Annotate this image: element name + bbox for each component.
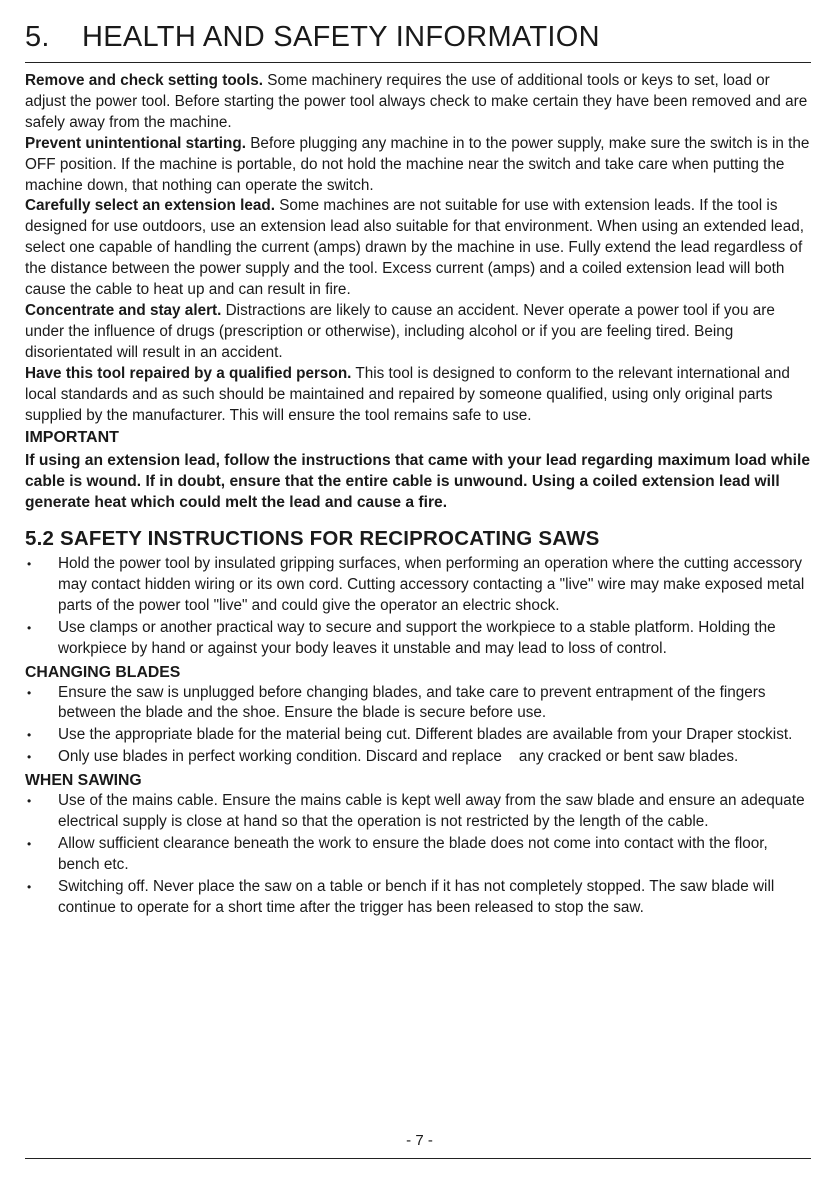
changing-blades-list (25, 683, 811, 769)
bullet-icon: • (27, 879, 32, 894)
paragraph-lead: Have this tool repaired by a qualified person. (25, 364, 352, 382)
list-item (25, 554, 811, 617)
page (25, 18, 811, 920)
paragraph-lead: Concentrate and stay alert. (25, 301, 222, 319)
paragraph-unintentional-starting (25, 134, 811, 197)
bullet-icon: • (27, 557, 32, 572)
bullet-icon: • (27, 685, 32, 700)
list-item-text: Use the appropriate blade for the material being cut. Different blades are available from your Draper stockist. (58, 726, 793, 744)
list-item-text: Hold the power tool by insulated gripping surfaces, when performing an operation where the cutting accessory may contact hidden wiring or its own cord. Cutting accessory contacting a "live" wire may make exposed metal parts of the power tool "live" and could give the operator an electric shock. (58, 555, 805, 614)
list-item-text: Use of the mains cable. Ensure the mains cable is kept well away from the saw blade and ensure an adequate electrical supply is close at hand so that the operation is not restricted by the length of the cable. (58, 792, 805, 831)
important-text: If using an extension lead, follow the instructions that came with your lead regarding maximum load while cable is wound. If in doubt, ensure that the entire cable is unwound. Using a coiled extension lead will generate heat which could melt the lead and cause a fire. (25, 452, 811, 512)
page-number: - 7 - (406, 1132, 433, 1149)
bullet-icon: • (27, 750, 32, 765)
list-item-text: Only use blades in perfect working condition. Discard and replace any cracked or bent saw blades. (58, 748, 739, 766)
list-item (25, 834, 811, 876)
page-title (25, 18, 811, 63)
list-item-text: Switching off. Never place the saw on a table or bench if it has not completely stopped. The saw blade will continue to operate for a short time after the trigger has been released to stop the saw. (58, 877, 775, 916)
paragraph-lead: Carefully select an extension lead. (25, 197, 275, 215)
paragraph-setting-tools (25, 71, 811, 134)
paragraph-lead: Prevent unintentional starting. (25, 134, 246, 152)
section-title: HEALTH AND SAFETY INFORMATION (82, 21, 600, 53)
paragraph-text: Some machines are not suitable for use with extension leads. If the tool is designed for use outdoors, use an extension lead also suitable for that environment. When using an extended lead, select one capable of handling the current (amps) drawn by the machine in use. Fully extend the lead regardless of the distance between the power supply and the tool. Excess current (amps) and a coiled extension lead will both cause the cable to heat up and can result in fire. (25, 197, 804, 299)
list-item (25, 747, 811, 768)
paragraph-repair (25, 364, 811, 427)
list-item (25, 877, 811, 919)
list-item (25, 683, 811, 725)
list-item-text: Allow sufficient clearance beneath the work to ensure the blade does not come into contact with the floor, bench etc. (58, 835, 768, 873)
when-sawing-list (25, 791, 811, 918)
bullet-icon: • (27, 837, 32, 851)
bullet-icon: • (27, 728, 32, 743)
section-2-list (25, 554, 811, 660)
footer-divider (25, 1158, 811, 1159)
list-item (25, 725, 811, 746)
section-2-title: 5.2 SAFETY INSTRUCTIONS FOR RECIPROCATING SAWS (25, 527, 600, 551)
list-item (25, 618, 811, 660)
paragraph-extension-lead (25, 196, 811, 301)
paragraph-text: Distractions are likely to cause an accident. Never operate a power tool if you are under the influence of drugs (prescription or otherwise), including alcohol or if you are feeling tired. Being disorientated will result in an accident. (25, 301, 775, 361)
paragraph-text: Before plugging any machine in to the power supply, make sure the switch is in the OFF position. If the machine is portable, do not hold the machine near the switch and take care when putting the machine down, that nothing can operate the switch. (25, 134, 810, 194)
paragraph-text: This tool is designed to conform to the relevant international and local standards and as such should be maintained and repaired by someone qualified, using only original parts supplied by the manufacturer. This will ensure the tool remains safe to use. (25, 364, 790, 424)
paragraph-lead: Remove and check setting tools. (25, 72, 264, 89)
when-sawing-heading: WHEN SAWING (25, 772, 142, 790)
changing-blades-heading: CHANGING BLADES (25, 663, 181, 681)
important-heading: IMPORTANT (25, 429, 119, 447)
list-item-text: Use clamps or another practical way to secure and support the workpiece to a stable platform. Holding the workpiece by hand or against your body leaves it unstable and may lead to loss of control. (58, 618, 776, 657)
list-item (25, 791, 811, 833)
bullet-icon: • (27, 620, 32, 635)
document-body (25, 71, 811, 919)
paragraph-text: Some machinery requires the use of additional tools or keys to set, load or adjust the power tool. Before starting the power tool always check to make certain they have been removed and are safely away from the machine. (25, 72, 808, 131)
paragraph-stay-alert (25, 301, 811, 364)
section-number: 5. (25, 21, 50, 53)
list-item-text: Ensure the saw is unplugged before changing blades, and take care to prevent entrapment of the fingers between the blade and the shoe. Ensure the blade is secure before use. (58, 683, 766, 722)
bullet-icon: • (27, 794, 32, 809)
